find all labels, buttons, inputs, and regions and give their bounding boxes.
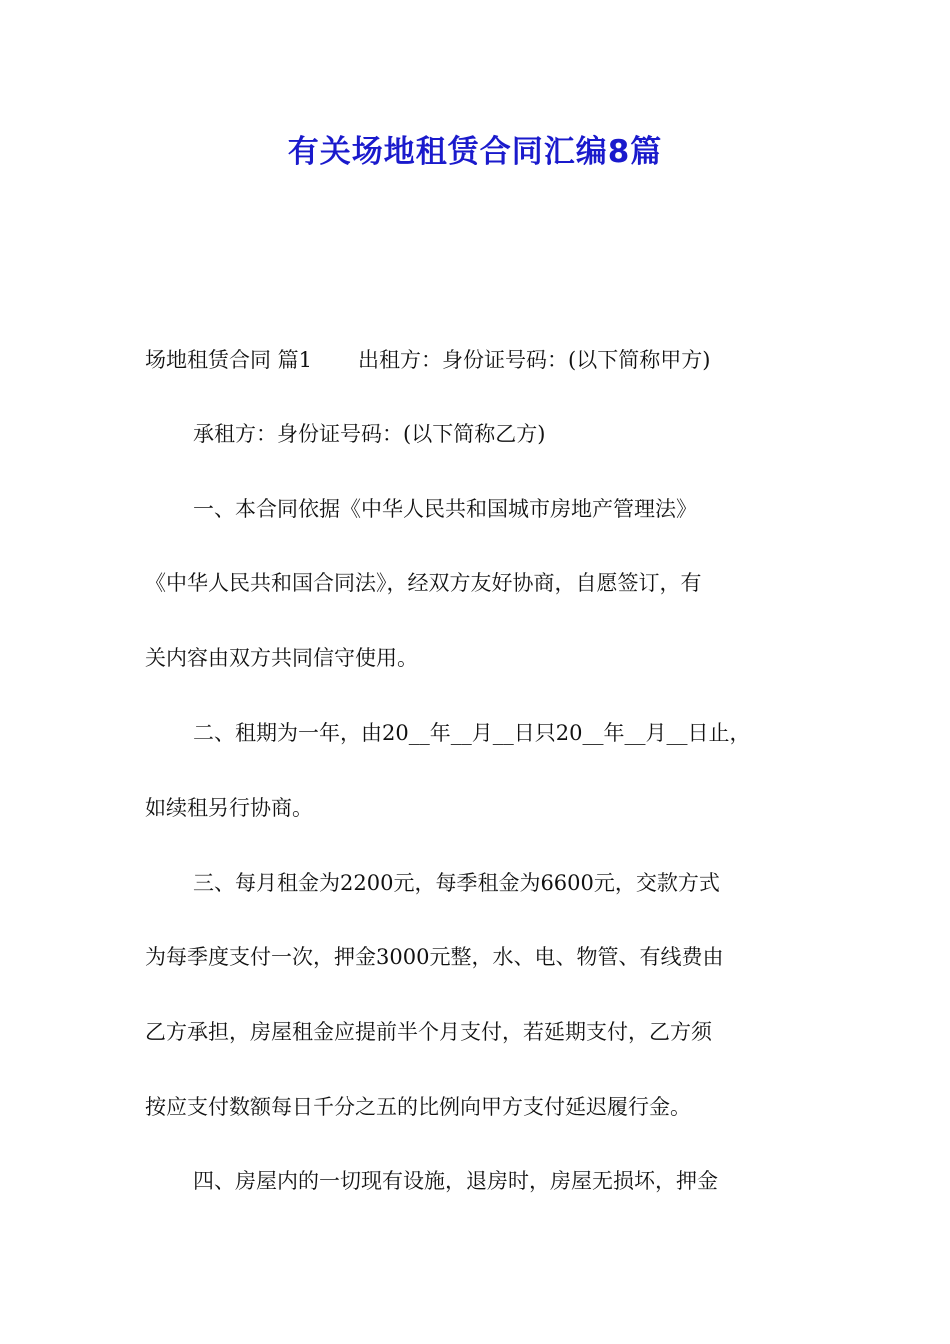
paragraph-line: 《中华人民共和国合同法》，经双方友好协商，自愿签订，有: [145, 571, 702, 595]
paragraph-line: 三、每月租金为2200元，每季租金为6600元，交款方式: [193, 871, 720, 895]
document-title: 有关场地租赁合同汇编8篇: [287, 134, 663, 170]
paragraph-line: 为每季度支付一次，押金3000元整，水、电、物管、有线费由: [145, 945, 724, 969]
lessee-line: 承租方：身份证号码：(以下简称乙方): [193, 422, 546, 446]
paragraph-line: 乙方承担，房屋租金应提前半个月支付，若延期支付，乙方须: [145, 1020, 712, 1044]
first-line: [145, 345, 710, 375]
paragraph-line: 如续租另行协商。: [145, 796, 313, 820]
lessor-line: 出租方：身份证号码：(以下简称甲方): [358, 348, 711, 372]
paragraph-line: 按应支付数额每日千分之五的比例向甲方支付延迟履行金。: [145, 1095, 691, 1119]
paragraph-line: 四、房屋内的一切现有设施，退房时，房屋无损坏，押金: [193, 1169, 718, 1193]
paragraph-line: 关内容由双方共同信守使用。: [145, 646, 418, 670]
paragraph-line: 一、本合同依据《中华人民共和国城市房地产管理法》: [193, 497, 697, 521]
paragraph-line: 二、租期为一年，由20__年__月__日只20__年__月__日止，: [193, 721, 751, 745]
section-label: 场地租赁合同 篇1: [145, 348, 313, 372]
